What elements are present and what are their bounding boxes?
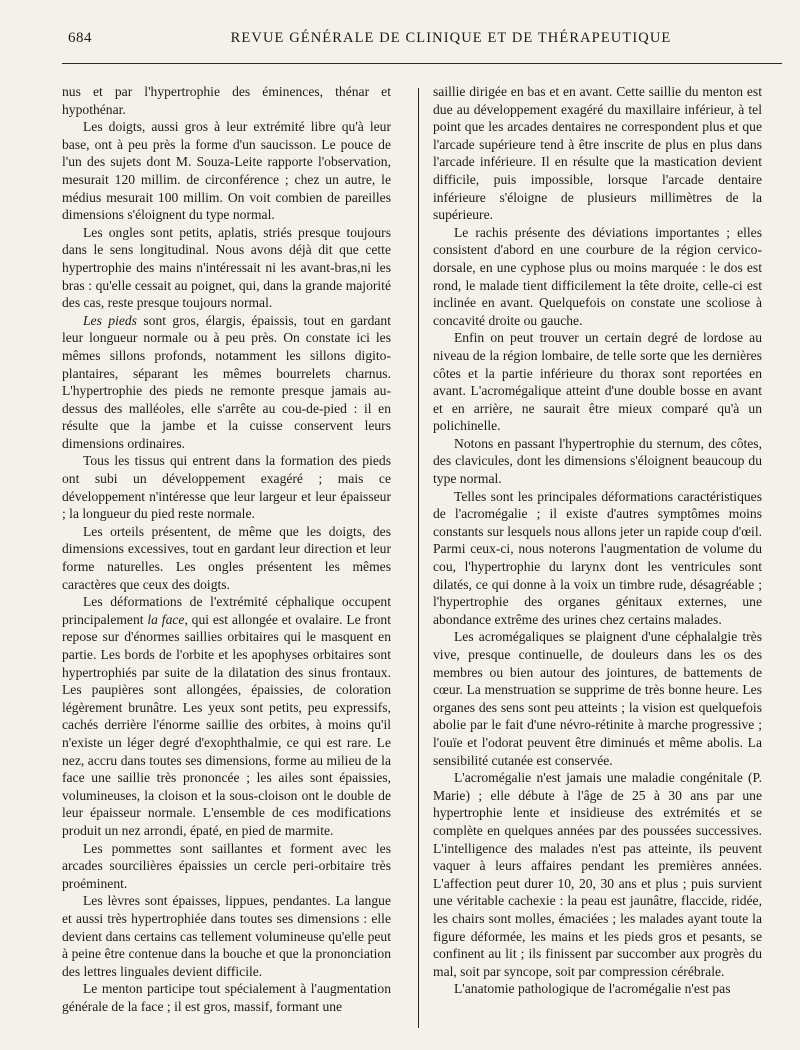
right-column [433, 83, 762, 998]
paragraph: Enfin on peut trouver un certain degré de lordose au niveau de la région lombaire, de telle sorte que les dernières côtes et la partie inférieure du thorax sont reportées en avant. L'acromégalique atteint d'une double bosse en avant et en arrière, ne saurait être mieux comparé qu'à un polichinelle. [433, 330, 762, 434]
paragraph [62, 312, 391, 453]
paragraph: Les orteils présentent, de même que les doigts, des dimensions excessives, tout en gardant leur direction et leur forme naturelles. Les ongles présentent les mêmes caractères que ceux des doigts. [62, 523, 391, 592]
paragraph-text: sont gros, élargis, épaissis, tout en gardant leur longueur normale ou à peu près. On constate ici les mêmes sillons profonds, notamment les sillons digito-plantaires, séparant les mêmes bourrelets charnus. L'hypertrophie des pieds ne remonte presque jamais au-dessus des malléoles, elle s'arrête au cou-de-pied : il en résulte que la jambe et la cuisse conservent leurs dimensions ordinaires. [62, 312, 391, 451]
page-number: 684 [68, 30, 92, 46]
header-rule [62, 63, 782, 64]
page-header [58, 30, 784, 52]
paragraph [62, 593, 391, 839]
left-column [62, 83, 391, 1015]
emphasis: la face [147, 611, 185, 627]
column-divider [418, 88, 419, 1028]
paragraph: Telles sont les principales déformations caractéristiques de l'acromégalie ; il existe d'autres symptômes moins constants sur lesquels nous allons jeter un rapide coup d'œil. Parmi ceux-ci, nous noterons l'augmentation de volume du cou, l'hypertrophie du larynx dont les ventricules sont dilatés, ce qui donne à la voix un timbre rude, désagréable ; l'hypertrophie des organes génitaux externes, une abondance extrême des urines chez certains malades. [433, 488, 762, 627]
paragraph: L'anatomie pathologique de l'acromégalie n'est pas [454, 981, 731, 997]
paragraph: Le menton participe tout spécialement à l'augmentation générale de la face ; il est gros, massif, formant une [62, 981, 391, 1014]
paragraph: Le rachis présente des déviations importantes ; elles consistent d'abord en une courbure de la région cervico-dorsale, en une cyphose plus ou moins marquée : le dos est rond, le malade tient difficilement la tête droite, celle-ci est inclinée en avant. Quelquefois on constate une scoliose à concavité droite ou gauche. [433, 224, 762, 328]
paragraph: Les lèvres sont épaisses, lippues, pendantes. La langue et aussi très hypertrophiée dans toutes ses dimensions : elle devient dans certains cas tellement volumineuse qu'elle peut à peine être contenue dans la bouche et que la prononciation des lettres linguales devient difficile. [62, 893, 391, 979]
paragraph: Tous les tissus qui entrent dans la formation des pieds ont subi un développement exagéré ; mais ce développement n'intéresse que leur largeur et leur épaisseur ; la longueur du pied reste normale. [62, 453, 391, 522]
emphasis: Les pieds [83, 312, 137, 328]
paragraph: Notons en passant l'hypertrophie du sternum, des côtes, des clavicules, dont les dimensions s'éloignent beaucoup du type normal. [433, 435, 762, 487]
paragraph: L'acromégalie n'est jamais une maladie congénitale (P. Marie) ; elle débute à l'âge de 25 à 30 ans par une hypertrophie lente et insidieuse des extrémités et se complète en quelques années par des poussées successives. L'intelligence des malades n'est pas atteinte, ils peuvent vaquer à leurs affaires pendant les premières années. L'affection peut durer 10, 20, 30 ans et plus ; puis survient une véritable cachexie : la peau est jaunâtre, flaccide, ridée, les chairs sont molles, émaciées ; les malades ayant toute la figure déformée, les mains et les pieds gros et pesants, se confinent au lit ; ils finissent par succomber aux progrès du mal, soit par syncope, soit par compression cérébrale. [433, 770, 762, 979]
paragraph: Les acromégaliques se plaignent d'une céphalalgie très vive, presque continuelle, de douleurs dans les os des membres ou bien autour des jointures, de battements de cœur. La menstruation se supprime de très bonne heure. Les organes des sens sont peu atteints ; la vision est quelquefois abolie par le fait d'une névro-rétinite à marche progressive ; l'ouïe et l'odorat peuvent être diminués et même abolis. La sensibilité cutanée est conservée. [433, 629, 762, 768]
paragraph: saillie dirigée en bas et en avant. Cette saillie du menton est due au développement exagéré du maxillaire inférieur, à tel point que les arcades dentaires ne correspondent plus et que l'arcade supérieure tend à être inscrite de plus en plus dans l'arcade inférieure. Il en résulte que la mastication devient difficile, puis impossible, lorsque l'arcade dentaire inférieure s'éloigne de plusieurs millimètres de la supérieure. [433, 84, 762, 223]
paragraph-text: Les déformations de l'extrémité céphalique occupent principalement [62, 594, 391, 627]
running-title: REVUE GÉNÉRALE DE CLINIQUE ET DE THÉRAPEUTIQUE [230, 30, 672, 46]
paragraph: Les ongles sont petits, aplatis, striés presque toujours dans le sens longitudinal. Nous avons déjà dit que cette hypertrophie des mains n'intéressait ni les avant-bras,ni les bras : qu'elle cessait au poignet, qui, dans la grande majorité des cas, reste presque toujours normal. [62, 224, 391, 311]
paragraph-text: , qui est allongée et ovalaire. Le front repose sur d'énormes saillies orbitaires qui le masquent en partie. Les bords de l'orbite et les apophyses orbitaires sont hypertrophiés par suite de la dilatation des sinus frontaux. Les paupières sont allongées, épaissies, de coloration légèrement brunâtre. Les yeux sont petits, peu expressifs, cachés derrière l'énorme saillie des orbites, à moins qu'il n'existe un léger degré d'exophthalmie, ce qui est rare. Le nez, accru dans toutes ses dimensions, forme au milieu de la face une saillie très prononcée ; les ailes sont épaissies, volumineuses, la cloison et la sous-cloison ont le double de leur épaisseur normale. L'ensemble de ces modifications produit un nez arrondi, épaté, en pied de marmite. [62, 611, 391, 838]
paragraph: Les pommettes sont saillantes et forment avec les arcades sourcilières épaissies un cercle peri-orbitaire très proéminent. [62, 840, 391, 891]
paragraph: nus et par l'hypertrophie des éminences, thénar et hypothénar. [62, 84, 391, 117]
paragraph: Les doigts, aussi gros à leur extrémité libre qu'à leur base, ont à peu près la forme d'un saucisson. Le pouce de l'un des sujets dont M. Souza-Leite rapporte l'observation, mesurait 120 millim. de circonférence ; chez un autre, le médius mesurait 100 millim. On voit combien de pareilles dimensions s'éloignent du type normal. [62, 119, 391, 223]
